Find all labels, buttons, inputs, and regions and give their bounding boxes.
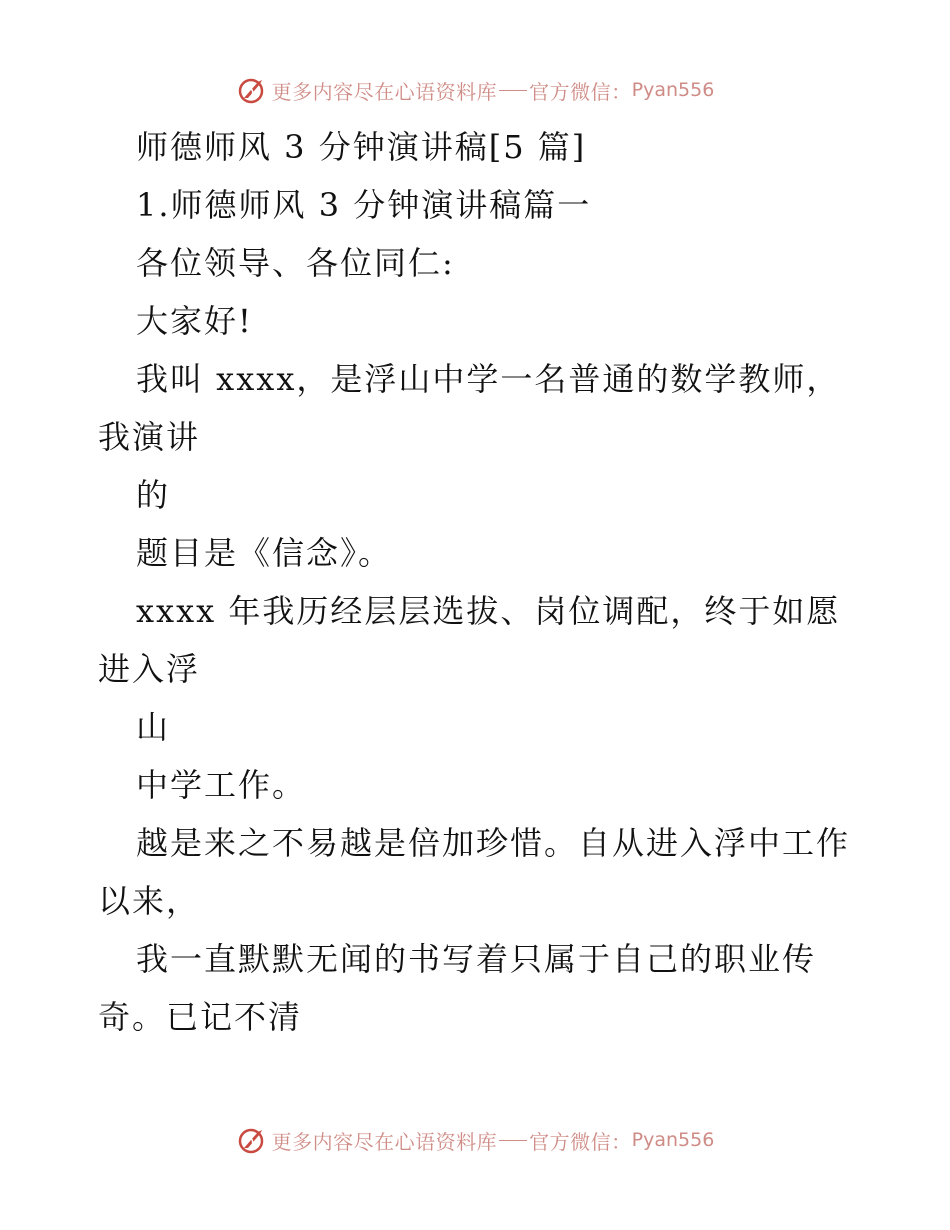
watermark-dash <box>499 1140 527 1141</box>
section-heading: 1.师德师风 3 分钟演讲稿篇一 <box>136 186 592 224</box>
paragraph-line: 越是来之不易越是倍加珍惜。自从进入浮中工作 <box>136 824 851 862</box>
watermark-handle: Pyan556 <box>631 1129 715 1151</box>
quill-pen-logo-icon <box>236 1124 268 1156</box>
paragraph-line: 我叫 xxxx，是浮山中学一名普通的数学教师， <box>136 360 841 398</box>
document-title: 师德师风 3 分钟演讲稿[5 篇] <box>136 128 587 166</box>
paragraph-line: 奇。已记不清 <box>98 998 303 1036</box>
document-body <box>98 118 878 1046</box>
paragraph-line: 中学工作。 <box>136 766 307 804</box>
watermark-text: 更多内容尽在心语资料库 <box>271 1129 498 1154</box>
paragraph-line: 山 <box>136 708 171 746</box>
paragraph-line: 题目是《信念》。 <box>136 534 393 572</box>
header-watermark <box>0 70 950 110</box>
paragraph-line: 我演讲 <box>98 418 201 456</box>
footer-watermark <box>0 1120 950 1160</box>
paragraph-line: 以来， <box>98 882 201 920</box>
paragraph-line: 大家好! <box>136 302 253 340</box>
quill-pen-logo-icon <box>236 74 268 106</box>
paragraph-line: 的 <box>136 476 171 514</box>
paragraph-line: 我一直默默无闻的书写着只属于自己的职业传 <box>136 940 817 978</box>
watermark-handle: Pyan556 <box>631 79 715 101</box>
paragraph-line: xxxx 年我历经层层选拔、岗位调配，终于如愿 <box>136 592 841 630</box>
paragraph-line: 进入浮 <box>98 650 201 688</box>
watermark-label: 官方微信： <box>529 1129 632 1154</box>
watermark-dash <box>499 90 527 91</box>
paragraph-line: 各位领导、各位同仁: <box>136 244 455 282</box>
watermark-label: 官方微信： <box>529 79 632 104</box>
watermark-text: 更多内容尽在心语资料库 <box>271 79 498 104</box>
